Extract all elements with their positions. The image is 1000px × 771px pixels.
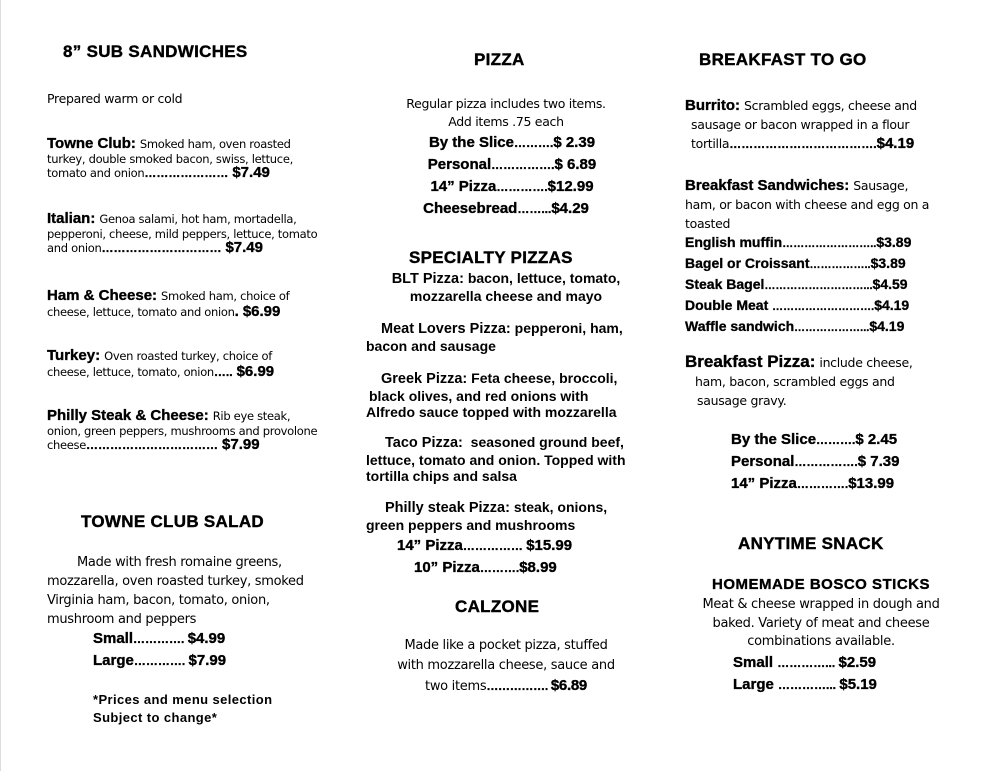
size-label: Personal xyxy=(731,453,795,470)
dot-leader: ………………… xyxy=(144,166,229,180)
item-name: Towne Club: xyxy=(47,135,136,152)
item-desc: tomato and onion xyxy=(47,166,145,180)
dot-leader: ………. xyxy=(816,433,856,447)
dot-leader: ………. xyxy=(479,561,520,575)
dot-leader: ……... xyxy=(517,202,552,216)
item-desc: toasted xyxy=(685,216,731,231)
dot-leader: ………………………… xyxy=(101,241,222,255)
menu-item-breakfast-sandwiches xyxy=(685,176,929,338)
price-row xyxy=(397,557,572,579)
price-row xyxy=(361,198,651,220)
size-label: Personal xyxy=(427,156,492,173)
item-name: Breakfast Sandwiches: xyxy=(685,177,850,194)
size-label: 10” Pizza xyxy=(414,559,480,576)
dot-leader: …………………………… xyxy=(86,438,219,452)
section-title-specialty-pizzas: SPECIALTY PIZZAS xyxy=(409,248,573,267)
price-row xyxy=(397,535,572,557)
size-label: By the Slice xyxy=(731,431,817,448)
desc-line: baked. Variety of meat and cheese xyxy=(712,615,930,631)
item-price: $6.99 xyxy=(236,363,275,380)
item-desc: Feta cheese, broccoli, xyxy=(471,370,618,386)
salad-prices xyxy=(93,628,226,672)
dot-leader: …………………….. xyxy=(782,238,877,250)
section-title-breakfast: BREAKFAST TO GO xyxy=(699,50,867,69)
snack-item-title-wrap xyxy=(671,576,971,593)
size-price: $15.99 xyxy=(526,537,573,554)
specialty-item-greek xyxy=(366,370,617,421)
item-desc: pepperoni, ham, xyxy=(514,320,623,336)
section-title-anytime-snack: ANYTIME SNACK xyxy=(738,534,884,553)
menu-item-turkey xyxy=(47,347,274,381)
size-price: $ 2.39 xyxy=(553,134,596,151)
dot-leader: ……………. xyxy=(486,679,551,693)
desc-line: with mozzarella cheese, sauce and xyxy=(397,658,615,673)
desc-line: Add items .75 each xyxy=(448,114,564,129)
subs-subtitle: Prepared warm or cold xyxy=(47,91,183,106)
item-desc: cheese xyxy=(47,438,87,452)
price-row-small xyxy=(93,628,226,650)
size-label: Cheesebread xyxy=(423,200,518,217)
section-title-pizza: PIZZA xyxy=(474,50,525,69)
snack-prices xyxy=(733,652,877,696)
desc-line: Meat & cheese wrapped in dough and xyxy=(702,597,940,612)
size-price: $8.99 xyxy=(519,559,557,576)
dot-leader: ….. xyxy=(213,365,233,379)
price-row xyxy=(361,176,651,198)
size-label: By the Slice xyxy=(428,134,514,151)
desc-line: mushroom and peppers xyxy=(47,612,197,627)
menu-item-philly-steak-cheese xyxy=(47,407,317,454)
item-desc: lettuce, tomato and onion. Topped with xyxy=(366,451,626,468)
size-price: $5.19 xyxy=(839,676,877,693)
price-row xyxy=(733,674,877,696)
dot-leader: …………….. xyxy=(809,259,871,271)
pizza-description xyxy=(361,95,651,131)
dot-leader: ………………………………. xyxy=(729,137,877,151)
snack-description xyxy=(671,596,971,652)
desc-line: Made with fresh romaine greens, xyxy=(77,555,282,570)
item-desc: Genoa salami, hot ham, mortadella, xyxy=(99,212,297,226)
size-label: 14” Pizza xyxy=(397,537,463,554)
disclaimer-line: *Prices and menu selection xyxy=(93,692,273,707)
size-price: $4.29 xyxy=(551,200,589,217)
item-desc: turkey, double smoked bacon, swiss, lettuce, xyxy=(47,152,293,166)
size-label: Large xyxy=(733,676,779,693)
item-desc: sausage gravy. xyxy=(697,393,787,408)
item-desc: and onion xyxy=(47,241,102,255)
price-row xyxy=(731,473,899,495)
item-desc: ham, or bacon with cheese and egg on a xyxy=(685,197,930,212)
item-price: $6.89 xyxy=(550,677,587,694)
item-desc: Oven roasted turkey, choice of xyxy=(104,349,272,363)
size-label: 14” Pizza xyxy=(430,178,497,195)
section-title-calzone: CALZONE xyxy=(455,597,540,616)
item-desc: bacon and sausage xyxy=(366,338,496,354)
dot-leader: ………………………. xyxy=(772,301,875,313)
dot-leader: ………………... xyxy=(794,322,870,334)
item-desc: seasoned ground beef, xyxy=(470,434,624,450)
option-label: Steak Bagel xyxy=(685,276,765,292)
dot-leader: …………. xyxy=(133,632,188,646)
price-row xyxy=(685,233,929,254)
size-price: $ 6.89 xyxy=(554,156,597,173)
desc-line: combinations available. xyxy=(747,634,895,649)
item-desc: tortilla chips and salsa xyxy=(366,468,517,484)
price-row xyxy=(685,254,929,275)
item-name: Italian: xyxy=(47,210,96,227)
dot-leader: …………. xyxy=(796,477,849,491)
item-price: $6.99 xyxy=(242,303,281,320)
price-row xyxy=(361,154,651,176)
specialty-item-taco xyxy=(366,434,626,485)
disclaimer-line: Subject to change* xyxy=(93,710,218,725)
item-desc: tortilla xyxy=(691,136,730,151)
item-desc: Alfredo sauce topped with mozzarella xyxy=(366,404,617,420)
size-label: Small xyxy=(93,630,134,647)
item-desc: Smoked ham, choice of xyxy=(161,289,290,303)
size-price: $7.99 xyxy=(188,652,227,669)
desc-line: two items xyxy=(425,679,487,694)
size-price: $4.99 xyxy=(187,630,226,647)
price-row xyxy=(361,132,651,154)
specialty-item-meat-lovers xyxy=(366,320,623,355)
pizza-prices xyxy=(361,132,651,220)
menu-item-italian xyxy=(47,210,317,257)
option-price: $4.59 xyxy=(872,276,908,292)
item-desc: ham, bacon, scrambled eggs and xyxy=(695,374,895,389)
option-price: $3.89 xyxy=(870,255,906,271)
dot-leader: . xyxy=(234,303,239,320)
item-desc: sausage or bacon wrapped in a flour xyxy=(691,117,910,132)
item-price: $7.99 xyxy=(222,436,260,453)
dot-leader: …………... xyxy=(778,678,840,692)
item-name: Taco Pizza: xyxy=(385,435,463,451)
option-price: $4.19 xyxy=(869,318,905,334)
item-price: $4.19 xyxy=(876,135,915,152)
menu-item-burrito xyxy=(685,96,917,154)
price-row xyxy=(733,652,877,674)
menu-item-ham-cheese xyxy=(47,287,289,321)
item-name: Greek Pizza: xyxy=(381,371,468,387)
size-price: $12.99 xyxy=(547,178,594,195)
item-desc: green peppers and mushrooms xyxy=(366,517,576,533)
dot-leader: ……………. xyxy=(794,455,858,469)
specialty-item-blt xyxy=(361,270,651,305)
item-desc: Sausage, xyxy=(853,178,909,193)
item-desc: include cheese, xyxy=(819,355,913,370)
item-name: Burrito: xyxy=(685,97,740,114)
item-desc: pepperoni, cheese, mild peppers, lettuce, tomato xyxy=(47,227,318,241)
size-label: Small xyxy=(733,654,778,671)
price-row xyxy=(685,275,929,296)
size-label: Large xyxy=(93,652,134,669)
dot-leader: ………………………... xyxy=(764,280,873,292)
size-price: $13.99 xyxy=(848,475,895,492)
section-title-sub-sandwiches: 8” SUB SANDWICHES xyxy=(63,42,248,61)
option-label: English muffin xyxy=(685,234,783,250)
item-desc: Rib eye steak, xyxy=(212,409,291,423)
item-price: $7.49 xyxy=(232,164,270,181)
option-price: $4.19 xyxy=(874,297,910,313)
item-desc: steak, onions, xyxy=(513,499,608,515)
price-row xyxy=(685,296,929,317)
menu-item-towne-club xyxy=(47,135,293,182)
option-label: Bagel or Croissant xyxy=(685,255,810,271)
dot-leader: …………. xyxy=(496,180,548,194)
option-price: $3.89 xyxy=(876,234,912,250)
dot-leader: …………. xyxy=(133,654,189,668)
specialty-prices xyxy=(397,535,572,579)
price-row xyxy=(685,317,929,338)
item-desc: cheese, lettuce, tomato, onion xyxy=(47,365,214,379)
item-name: BLT Pizza: xyxy=(391,271,464,287)
desc-line: Made like a pocket pizza, stuffed xyxy=(404,638,608,653)
section-title-salad: TOWNE CLUB SALAD xyxy=(81,512,264,531)
item-desc: onion, green peppers, mushrooms and provolone xyxy=(47,424,318,438)
option-label: Waffle sandwich xyxy=(685,318,795,334)
item-desc: black olives, and red onions with xyxy=(369,387,589,404)
item-price: $7.49 xyxy=(225,239,263,256)
breakfast-pizza-prices xyxy=(731,429,899,495)
dot-leader: ……………. xyxy=(491,158,555,172)
dot-leader: …………... xyxy=(777,656,839,670)
size-price: $ 7.39 xyxy=(857,453,900,470)
menu-item-breakfast-pizza xyxy=(685,352,913,410)
item-desc: cheese, lettuce, tomato and onion xyxy=(47,305,235,319)
item-name: Philly Steak & Cheese: xyxy=(47,407,209,424)
item-name: Philly steak Pizza: xyxy=(385,500,510,516)
dot-leader: ………. xyxy=(513,136,554,150)
item-name: Meat Lovers Pizza: xyxy=(381,321,511,337)
salad-description xyxy=(47,553,304,629)
specialty-item-philly-steak xyxy=(366,499,607,534)
price-disclaimer xyxy=(93,691,272,727)
price-row xyxy=(731,451,899,473)
dot-leader: …………… xyxy=(462,539,527,553)
desc-line: Regular pizza includes two items. xyxy=(406,96,606,111)
calzone-description xyxy=(361,636,651,697)
item-name: Turkey: xyxy=(47,347,101,364)
size-price: $2.59 xyxy=(838,654,877,671)
size-label: 14” Pizza xyxy=(731,475,797,492)
item-desc: Smoked ham, oven roasted xyxy=(139,137,291,151)
snack-item-title: HOMEMADE BOSCO STICKS xyxy=(711,576,930,593)
desc-line: Virginia ham, bacon, tomato, onion, xyxy=(47,593,270,608)
option-label: Double Meat xyxy=(685,297,773,313)
price-row-large xyxy=(93,650,226,672)
desc-line: mozzarella, oven roasted turkey, smoked xyxy=(47,574,304,589)
price-row xyxy=(731,429,899,451)
item-desc: bacon, lettuce, tomato, xyxy=(467,270,621,286)
item-name: Ham & Cheese: xyxy=(47,287,158,304)
size-price: $ 2.45 xyxy=(855,431,898,448)
item-desc: mozzarella cheese and mayo xyxy=(409,288,603,304)
item-desc: Scrambled eggs, cheese and xyxy=(744,98,917,113)
item-name: Breakfast Pizza: xyxy=(685,352,816,371)
